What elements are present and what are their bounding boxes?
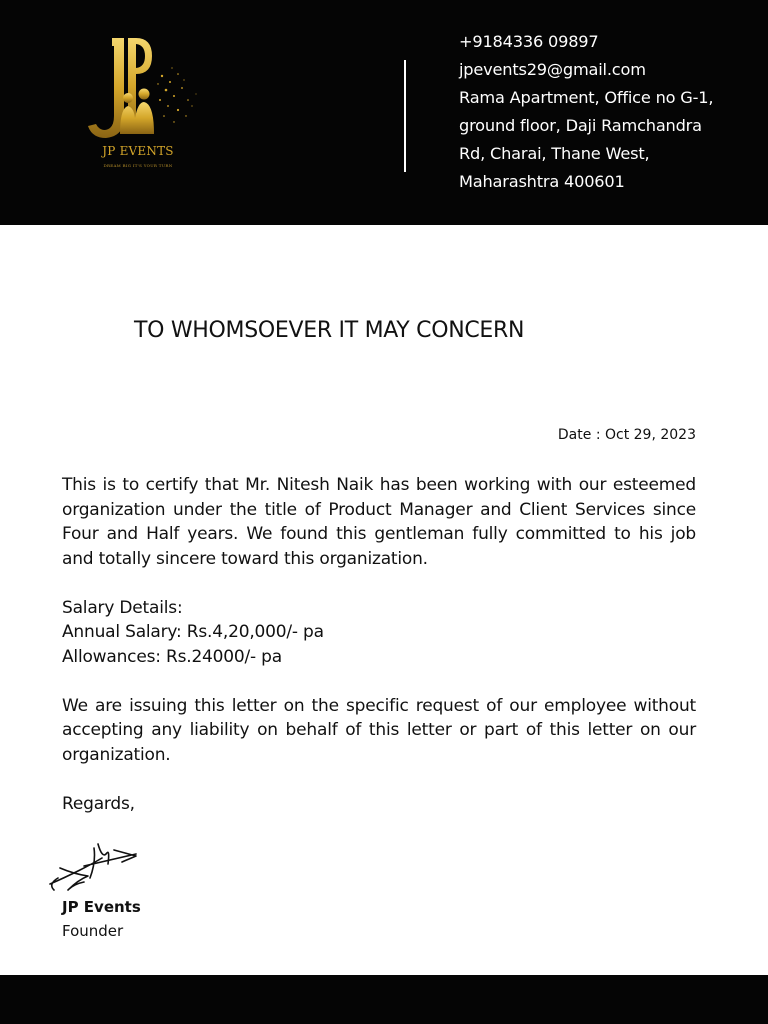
allowances: Allowances: Rs.24000/- pa — [62, 646, 282, 667]
jp-events-logo-icon — [78, 34, 208, 144]
signatory-role: Founder — [62, 922, 124, 940]
contact-email: jpevents29@gmail.com — [459, 60, 646, 79]
contact-address-line: ground floor, Daji Ramchandra — [459, 116, 702, 135]
salary-heading: Salary Details: — [62, 597, 183, 618]
contact-address-line: Maharashtra 400601 — [459, 172, 625, 191]
letter-title: TO WHOMSOEVER IT MAY CONCERN — [134, 318, 525, 343]
contact-block — [459, 28, 754, 196]
annual-salary: Annual Salary: Rs.4,20,000/- pa — [62, 622, 324, 642]
logo-name: JP EVENTS — [102, 144, 174, 158]
logo-tagline: DREAM BIG IT'S YOUR TURN — [103, 163, 173, 168]
disclaimer-paragraph: We are issuing this letter on the specific request of our employee without accepting any liability on behalf of this letter or part of this letter on our organization. — [62, 695, 696, 765]
signatory-name: JP Events — [62, 898, 141, 916]
closing-regards: Regards, — [62, 793, 135, 814]
contact-phone: +9184336 09897 — [459, 32, 599, 51]
contact-address-line: Rd, Charai, Thane West, — [459, 144, 650, 163]
letter-body — [62, 473, 696, 816]
letterhead-header — [0, 0, 768, 225]
salary-details — [62, 596, 696, 670]
certification-paragraph: This is to certify that Mr. Nitesh Naik has been working with our esteemed organization under the title of Product Manager and Client Services since Four and Half years. We found this gentleman fully committed to his job and totally sincere toward this organization. — [62, 475, 696, 569]
header-divider — [404, 60, 406, 172]
company-logo — [78, 34, 208, 174]
letter-date: Date : Oct 29, 2023 — [557, 427, 696, 443]
contact-address-line: Rama Apartment, Office no G-1, — [459, 88, 714, 107]
letterhead-footer — [0, 975, 768, 1024]
handwritten-signature-icon — [44, 834, 144, 898]
